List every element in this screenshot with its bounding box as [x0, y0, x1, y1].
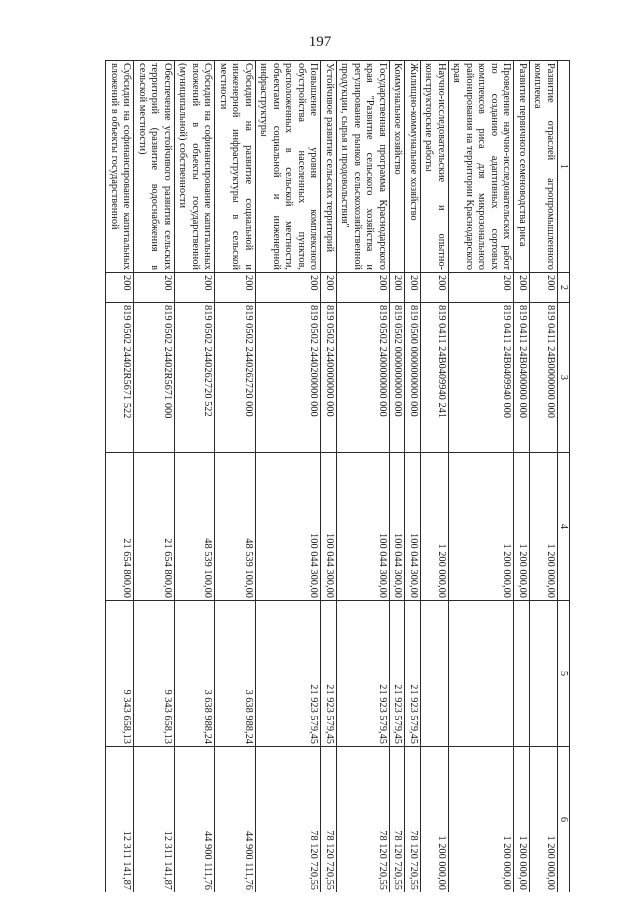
- row-code-2: 200: [514, 273, 530, 303]
- row-value-5: [530, 601, 558, 747]
- row-code-2: 200: [175, 273, 216, 303]
- row-code-3: 819 0502 2440200000 000: [256, 303, 322, 453]
- row-code-2: 200: [449, 273, 515, 303]
- row-code-3: 819 0502 2440000000 000: [321, 303, 337, 453]
- rotated-table-container: [94, 60, 570, 892]
- row-code-2: 200: [321, 273, 337, 303]
- row-code-3: 819 0502 2440262720 000: [215, 303, 256, 453]
- row-value-4: 21 654 800,00: [134, 453, 175, 601]
- row-name: Устойчивое развитие сельских территорий: [321, 61, 337, 273]
- row-code-3: 819 0502 24402R5671 000: [134, 303, 175, 453]
- table-row: [514, 61, 530, 893]
- row-code-3: 819 0411 24В0409940 000: [449, 303, 515, 453]
- row-value-4: 48 539 100,00: [215, 453, 256, 601]
- table-row: [390, 61, 406, 893]
- table-frame: [94, 60, 570, 892]
- header-row: [558, 61, 570, 893]
- column-header: 2: [558, 273, 570, 303]
- row-value-4: 100 044 300,00: [405, 453, 421, 601]
- row-value-6: 1 200 000,00: [530, 747, 558, 893]
- row-value-5: [449, 601, 515, 747]
- row-value-6: 78 120 720,55: [337, 747, 390, 893]
- row-value-6: 1 200 000,00: [449, 747, 515, 893]
- row-value-4: 100 044 300,00: [321, 453, 337, 601]
- row-value-4: 1 200 000,00: [449, 453, 515, 601]
- row-code-2: 200: [405, 273, 421, 303]
- row-name: Развитие первичного семеноводства риса: [514, 61, 530, 273]
- row-value-5: 21 923 579,45: [256, 601, 322, 747]
- row-value-4: 100 044 300,00: [337, 453, 390, 601]
- row-code-3: 819 0411 24В0400000 000: [514, 303, 530, 453]
- row-code-3: 819 0502 24402R5671 522: [106, 303, 134, 453]
- budget-table: [106, 60, 571, 892]
- row-name: Субсидии на развитие социальной и инженерной инфраструктуры в сельской местности: [215, 61, 256, 273]
- column-header: 3: [558, 303, 570, 453]
- row-value-6: 44 900 111,76: [175, 747, 216, 893]
- row-value-6: 12 311 141,87: [106, 747, 134, 893]
- row-name: Субсидии на софинансирование капитальных вложений в объекты государственной: [106, 61, 134, 273]
- row-value-6: 1 200 000,00: [514, 747, 530, 893]
- column-header: 1: [558, 61, 570, 273]
- row-name: Развитие отраслей агропромышленного комплекса: [530, 61, 558, 273]
- table-row: [449, 61, 515, 893]
- row-value-4: 1 200 000,00: [421, 453, 449, 601]
- row-value-4: 21 654 800,00: [106, 453, 134, 601]
- column-header: 5: [558, 601, 570, 747]
- table-row: [215, 61, 256, 893]
- row-value-6: 78 120 720,55: [390, 747, 406, 893]
- column-header: 6: [558, 747, 570, 893]
- row-code-3: 819 0502 2440262720 522: [175, 303, 216, 453]
- row-value-5: 21 923 579,45: [321, 601, 337, 747]
- row-value-5: 21 923 579,45: [337, 601, 390, 747]
- row-value-4: 100 044 300,00: [390, 453, 406, 601]
- row-code-3: 819 0411 24В0409940 241: [421, 303, 449, 453]
- table-row: [256, 61, 322, 893]
- row-name: Научно-исследовательские и опытно-конструкторские работы: [421, 61, 449, 273]
- page-number: 197: [308, 34, 332, 50]
- table-row: [321, 61, 337, 893]
- row-value-6: 44 900 111,76: [215, 747, 256, 893]
- table-row: [530, 61, 558, 893]
- row-value-5: 9 343 658,13: [106, 601, 134, 747]
- row-name: Проведение научно-исследовательских работ по созданию адаптивных сортовых комплексов риса для микрозонального районирования на территории Краснодарского края: [449, 61, 515, 273]
- table-row: [405, 61, 421, 893]
- row-name: Жилищно-коммунальное хозяйство: [405, 61, 421, 273]
- row-value-5: 21 923 579,45: [390, 601, 406, 747]
- row-value-6: 78 120 720,55: [405, 747, 421, 893]
- row-value-5: [421, 601, 449, 747]
- row-code-2: 200: [215, 273, 256, 303]
- row-code-2: 200: [530, 273, 558, 303]
- table-row: [134, 61, 175, 893]
- row-value-6: 78 120 720,55: [321, 747, 337, 893]
- row-code-2: 200: [256, 273, 322, 303]
- row-code-3: 819 0500 0000000000 000: [405, 303, 421, 453]
- row-code-2: 200: [390, 273, 406, 303]
- row-value-6: 1 200 000,00: [421, 747, 449, 893]
- row-value-6: 12 311 141,87: [134, 747, 175, 893]
- table-row: [337, 61, 390, 893]
- row-code-2: 200: [421, 273, 449, 303]
- table-row: [421, 61, 449, 893]
- table-row: [175, 61, 216, 893]
- row-name: Субсидии на софинансирование капитальных вложений в объекты государственной (муниципальной) собственности: [175, 61, 216, 273]
- row-value-5: 3 638 988,24: [215, 601, 256, 747]
- row-value-4: 1 200 000,00: [530, 453, 558, 601]
- row-value-5: 3 638 988,24: [175, 601, 216, 747]
- row-value-4: 1 200 000,00: [514, 453, 530, 601]
- row-code-2: 200: [134, 273, 175, 303]
- row-code-2: 200: [337, 273, 390, 303]
- row-code-3: 819 0502 0000000000 000: [390, 303, 406, 453]
- row-name: Обеспечение устойчивого развития сельских территорий (развитие водоснабжения в сельской местности): [134, 61, 175, 273]
- row-code-3: 819 0502 2400000000 000: [337, 303, 390, 453]
- row-code-2: 200: [106, 273, 134, 303]
- table-row: [106, 61, 134, 893]
- column-header: 4: [558, 453, 570, 601]
- row-value-5: 21 923 579,45: [405, 601, 421, 747]
- row-value-6: 78 120 720,55: [256, 747, 322, 893]
- row-name: Повышение уровня комплексного обустройства населенных пунктов, расположенных в сельской местности, объектами социальной и инженерной инфраструктуры: [256, 61, 322, 273]
- row-value-5: 9 343 658,13: [134, 601, 175, 747]
- row-value-4: 100 044 300,00: [256, 453, 322, 601]
- row-code-3: 819 0411 24В0000000 000: [530, 303, 558, 453]
- row-value-5: [514, 601, 530, 747]
- row-value-4: 48 539 100,00: [175, 453, 216, 601]
- row-name: Государственная программа Краснодарского края "Развитие сельского хозяйства и регулирование рынков сельскохозяйственной продукции, сырья и продовольствия": [337, 61, 390, 273]
- row-name: Коммунальное хозяйство: [390, 61, 406, 273]
